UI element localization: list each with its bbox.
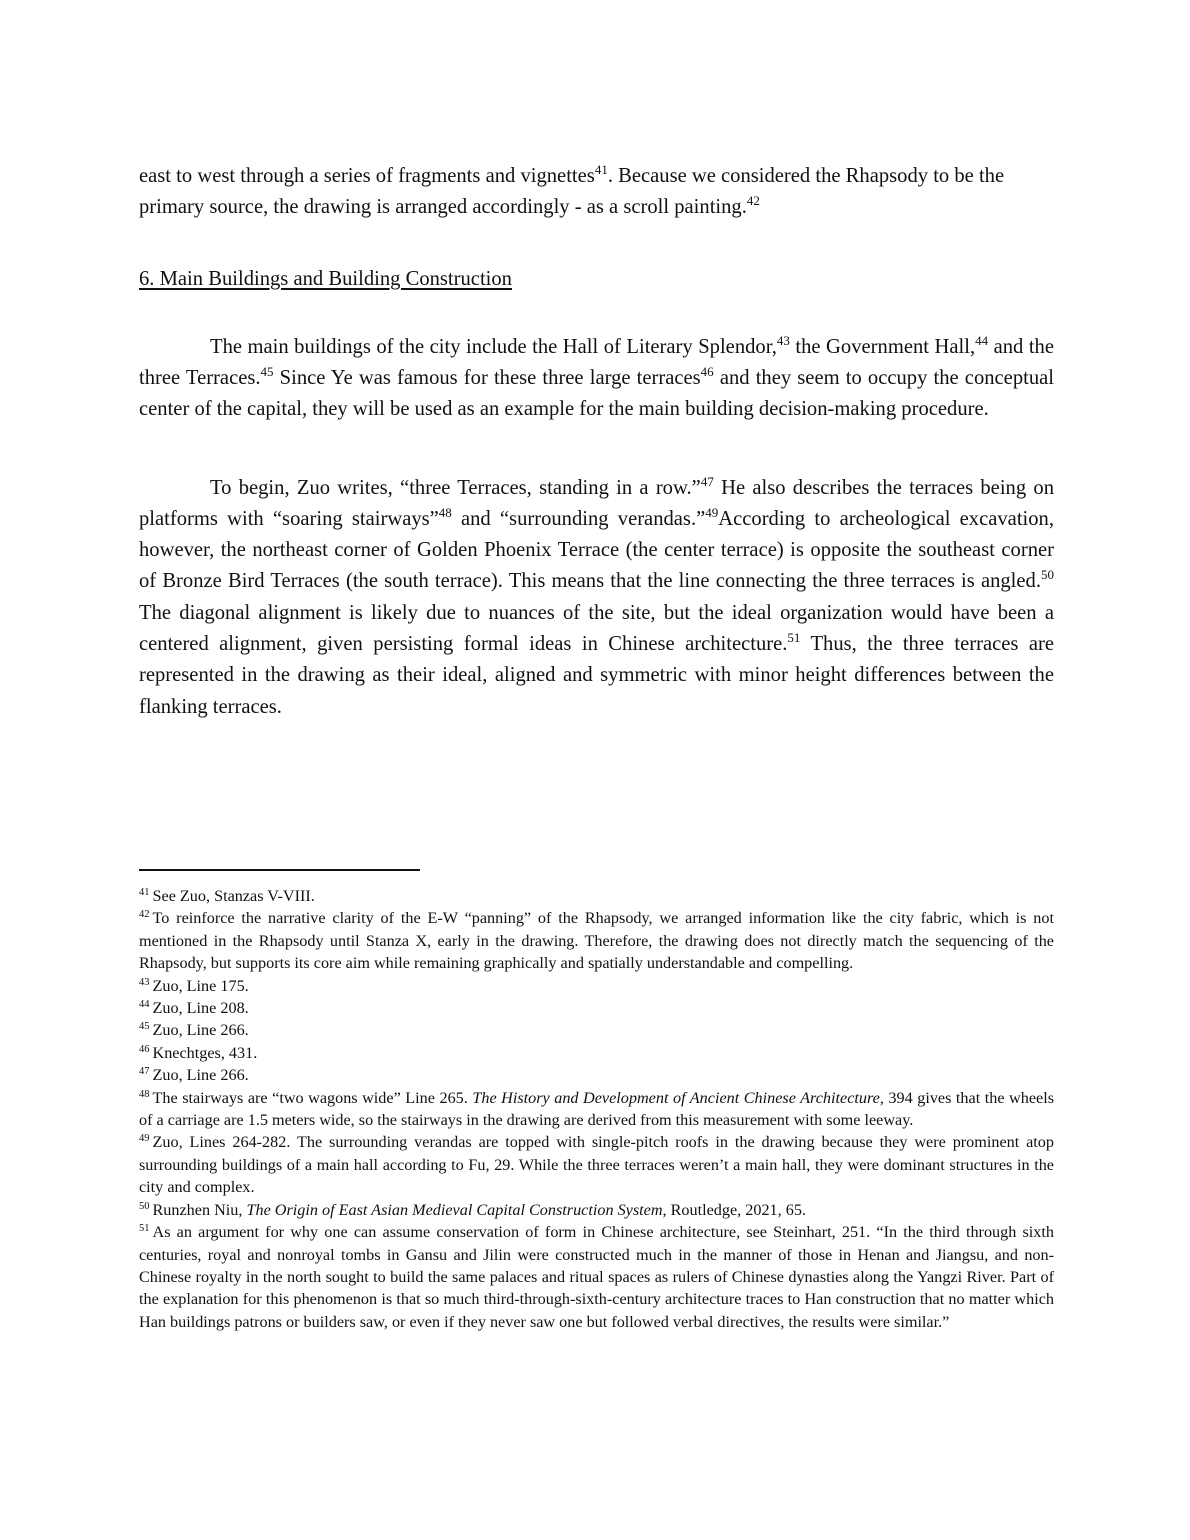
footnote-text: Zuo, Line 266.	[152, 1066, 249, 1085]
para2-text-2: He also describes the terraces being on platforms with “soaring stairways”	[139, 476, 1054, 530]
para2-text-3: and “surrounding verandas.”	[451, 507, 706, 530]
footnote-41	[139, 885, 1054, 907]
footnote-ref-46[interactable]: 46	[700, 363, 714, 379]
footnote-ref-50[interactable]: 50	[1041, 567, 1054, 583]
footnote-ref-51[interactable]: 51	[787, 630, 801, 646]
footnote-number: 46	[139, 1043, 150, 1055]
footnote-45	[139, 1019, 1054, 1041]
intro-paragraph	[139, 161, 1054, 224]
footnote-42	[139, 907, 1054, 974]
footnote-number: 49	[139, 1133, 150, 1145]
footnote-51	[139, 1221, 1054, 1333]
footnote-49	[139, 1131, 1054, 1198]
para2-text-4: According to archeological excavation, however, the northeast corner of Golden Phoenix Terrace (the center terrace) is opposite the southeast corner of Bronze Bird Terraces (the south terrace). This means that the line connecting the three terraces is angled.	[139, 507, 1055, 593]
paragraph-terraces	[139, 473, 1054, 723]
footnote-separator	[139, 869, 420, 871]
footnote-44	[139, 997, 1054, 1019]
footnote-number: 50	[139, 1200, 150, 1212]
book-title: The Origin of East Asian Medieval Capital Construction System	[246, 1200, 663, 1219]
footnote-43	[139, 975, 1054, 997]
para2-text-1: To begin, Zuo writes, “three Terraces, standing in a row.”	[210, 476, 701, 499]
footnote-ref-41[interactable]: 41	[594, 161, 608, 177]
footnote-text: As an argument for why one can assume conservation of form in Chinese architecture, see Steinhart, 251. “In the third through sixth centuries, royal and nonroyal tombs in Gansu and Jilin were constructed much in the manner of those in Henan and Jiangsu, and non-Chinese royalty in the north sought to build the same palaces and ritual spaces as rulers of Chinese dynasties along the Yangzi River. Part of the explanation for this phenomenon is that so much third-through-sixth-century architecture traces to Han construction that no matter which Han buildings patrons or builders saw, or even if they never saw one but followed verbal directives, the results were similar.”	[139, 1223, 1054, 1331]
para1-text-1: The main buildings of the city include the Hall of Literary Splendor,	[210, 335, 777, 358]
para1-text-5: and they seem to occupy the conceptual center of the capital, they will be used as an example for the main building decision-making procedure.	[139, 366, 1055, 421]
footnote-text: Zuo, Line 266.	[152, 1021, 249, 1040]
footnote-text: , Routledge, 2021, 65.	[662, 1200, 806, 1219]
footnote-50	[139, 1199, 1054, 1221]
footnote-text: See Zuo, Stanzas V-VIII.	[152, 887, 315, 905]
para1-text-4: Since Ye was famous for these three large terraces	[273, 366, 701, 389]
footnote-ref-47[interactable]: 47	[700, 473, 714, 489]
footnote-number: 45	[139, 1021, 150, 1033]
footnote-text: The stairways are “two wagons wide” Line 265.	[152, 1088, 473, 1107]
intro-text-2: . Because we considered the Rhapsody to be the primary source, the drawing is arranged accordingly - as a scroll painting.	[139, 164, 1005, 218]
footnote-number: 47	[139, 1066, 150, 1078]
footnote-text: , 394 gives that the wheels of a carriage are 1.5 meters wide, so the stairways in the drawing are derived from this measurement with some leeway.	[139, 1088, 1054, 1130]
footnotes	[139, 885, 1054, 1333]
footnote-text: To reinforce the narrative clarity of the E-W “panning” of the Rhapsody, we arranged information like the city fabric, which is not mentioned in the Rhapsody until Stanza X, early in the drawing. Therefore, the drawing does not directly match the sequencing of the Rhapsody, but supports its core aim while remaining graphically and spatially understandable and compelling.	[139, 909, 1054, 973]
para1-text-2: the Government Hall,	[789, 335, 976, 358]
para2-text-6: Thus, the three terraces are represented in the drawing as their ideal, aligned and symmetric with minor height differences between the flanking terraces.	[139, 633, 1054, 718]
footnote-text: Knechtges, 431.	[152, 1043, 258, 1062]
footnote-ref-48[interactable]: 48	[438, 504, 452, 520]
footnote-ref-44[interactable]: 44	[975, 332, 989, 348]
footnote-number: 41	[139, 887, 150, 898]
para2-text-5: The diagonal alignment is likely due to nuances of the site, but the ideal organization would have been a centered alignment, given persisting formal ideas in Chinese architecture.	[139, 601, 1054, 656]
footnote-text: Zuo, Lines 264-282. The surrounding verandas are topped with single-pitch roofs in the drawing because they were prominent atop surrounding buildings of a main hall according to Fu, 29. While the three terraces weren’t a main hall, they were dominant structures in the city and complex.	[139, 1133, 1054, 1197]
intro-text-1: east to west through a series of fragments and vignettes	[139, 164, 595, 187]
footnote-text: Zuo, Line 208.	[152, 999, 249, 1018]
section-heading: 6. Main Buildings and Building Construction	[139, 268, 512, 290]
footnote-number: 42	[139, 909, 150, 921]
footnote-46	[139, 1042, 1054, 1064]
footnote-number: 51	[139, 1223, 150, 1235]
footnote-ref-43[interactable]: 43	[776, 332, 790, 348]
footnote-48	[139, 1087, 1054, 1132]
footnote-number: 43	[139, 976, 150, 988]
footnote-number: 48	[139, 1088, 150, 1100]
footnote-number: 44	[139, 999, 150, 1011]
footnote-47	[139, 1064, 1054, 1086]
book-title: The History and Development of Ancient Chinese Architecture	[472, 1088, 880, 1107]
paragraph-main-buildings	[139, 332, 1054, 426]
footnote-ref-49[interactable]: 49	[705, 504, 719, 520]
footnote-text: Zuo, Line 175.	[152, 976, 249, 995]
footnote-ref-45[interactable]: 45	[260, 363, 274, 379]
footnote-text: Runzhen Niu,	[152, 1200, 247, 1219]
para1-text-3: and the three Terraces.	[139, 335, 1054, 389]
footnote-ref-42[interactable]: 42	[746, 192, 760, 208]
